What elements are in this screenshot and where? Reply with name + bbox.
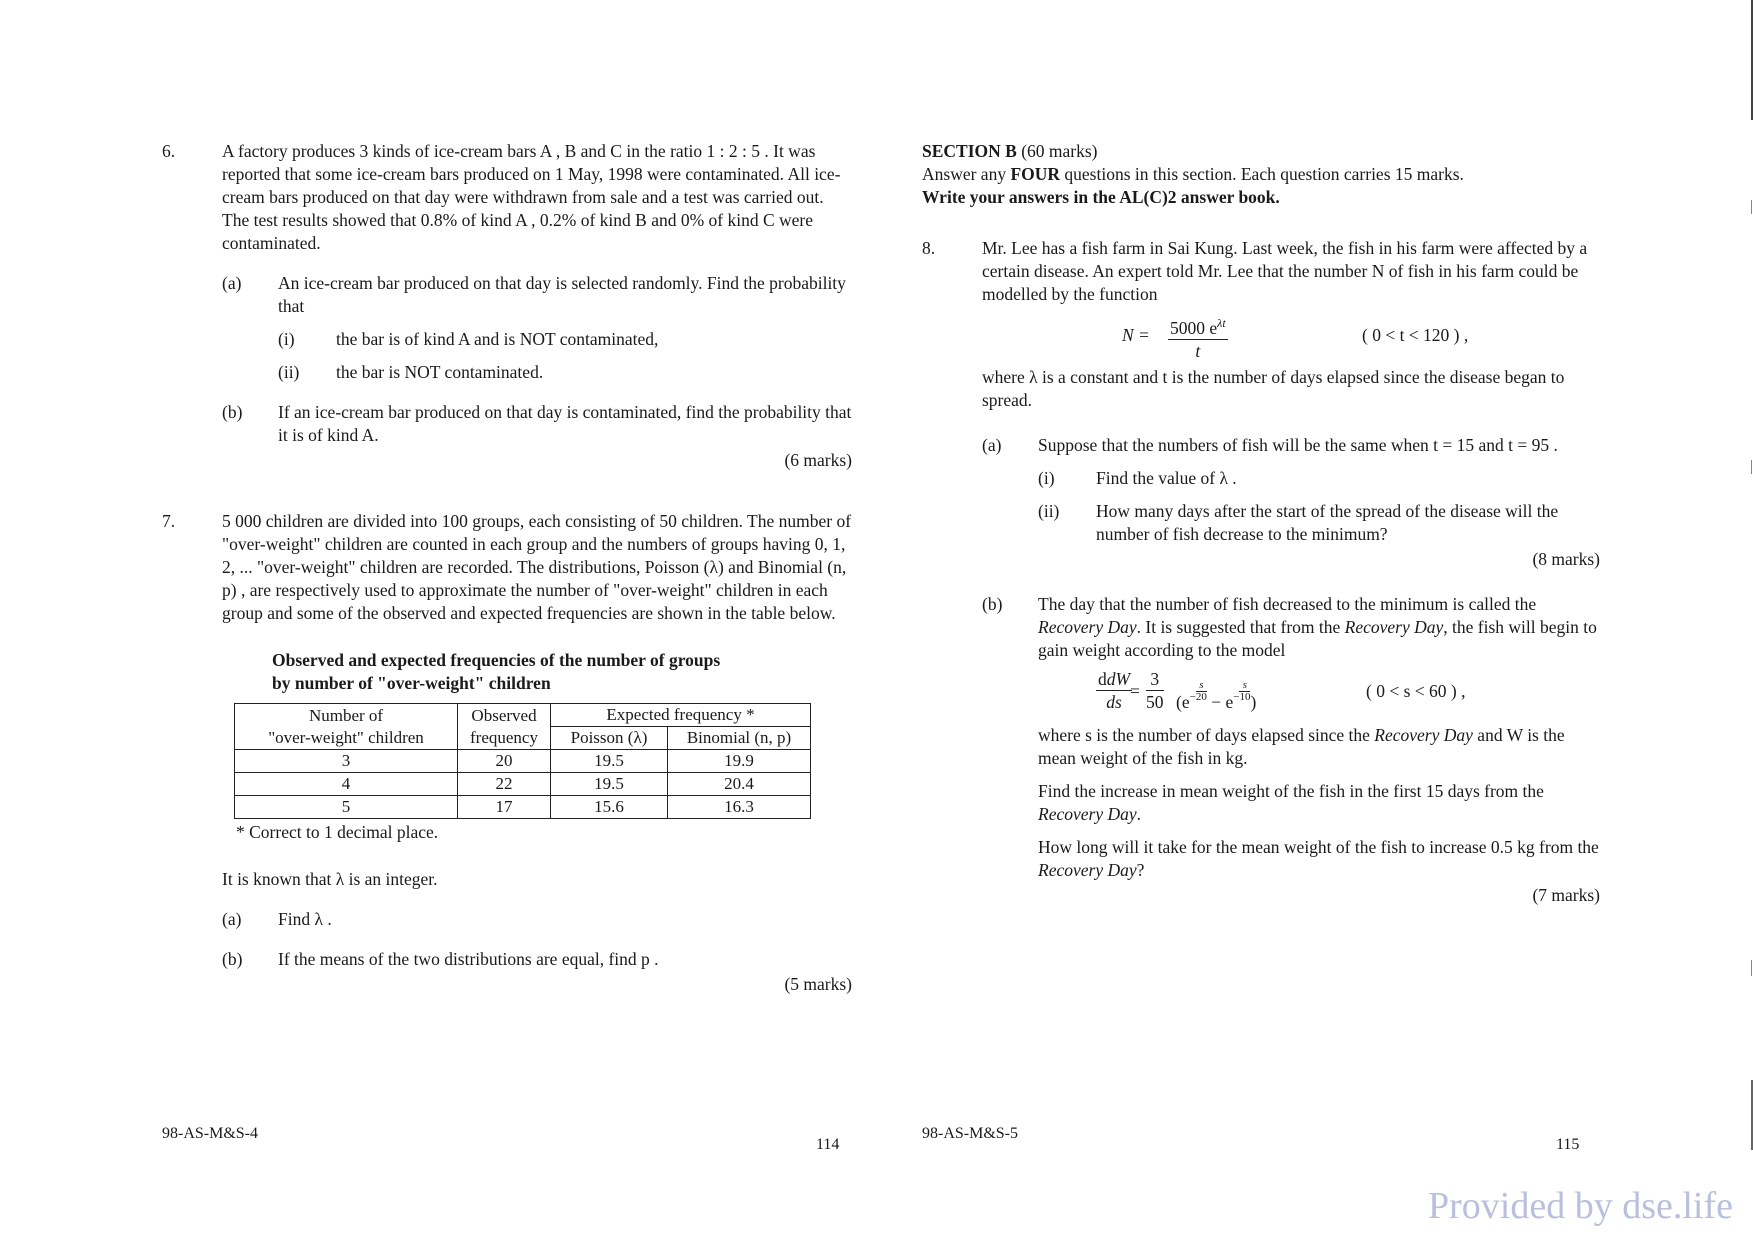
part-label: (b) bbox=[222, 949, 243, 969]
table-header-row bbox=[235, 704, 811, 727]
marks-label: (7 marks) bbox=[1532, 885, 1600, 905]
find-increase bbox=[1038, 780, 1600, 826]
section-answer-book bbox=[922, 186, 1600, 209]
question-number: 6. bbox=[162, 141, 176, 161]
exponent-denominator: 20 bbox=[1195, 691, 1207, 703]
section-title-line bbox=[922, 140, 1600, 163]
subpart-text: the bar is of kind A and is NOT contaminated, bbox=[336, 329, 659, 349]
text-run: The day that the number of fish decreased to the minimum is called the bbox=[1038, 594, 1537, 614]
subpart-text: the bar is NOT contaminated. bbox=[336, 362, 544, 382]
header-binomial: Binomial (n, p) bbox=[668, 727, 811, 750]
cell-number: 3 bbox=[235, 750, 458, 773]
subpart-i bbox=[278, 328, 852, 351]
where-statement-2 bbox=[1038, 724, 1600, 770]
header-observed bbox=[458, 704, 551, 750]
exponent-numerator: s bbox=[1196, 680, 1207, 692]
cell-binomial: 19.9 bbox=[668, 750, 811, 773]
exponent-2: − $\frac{s}{10}$ bbox=[1233, 679, 1251, 703]
exponent-numerator: s bbox=[1239, 680, 1250, 692]
instruction-text: questions in this section. Each question carries 15 marks. bbox=[1060, 164, 1464, 184]
cell-number: 5 bbox=[235, 796, 458, 819]
part-label: (a) bbox=[222, 909, 242, 929]
exponent-denominator: 10 bbox=[1239, 691, 1251, 703]
recovery-day-term: Recovery Day bbox=[1038, 804, 1137, 824]
part-a bbox=[982, 434, 1600, 571]
table-footnote: * Correct to 1 decimal place. bbox=[236, 822, 439, 842]
formula-close: ) bbox=[1250, 692, 1257, 712]
formula-domain: ( 0 < s < 60 ) , bbox=[1366, 681, 1466, 701]
instruction-emphasis: FOUR bbox=[1010, 164, 1061, 184]
formula-derivative: ddW ds bbox=[1098, 669, 1131, 712]
part-b bbox=[982, 593, 1600, 907]
section-title: SECTION B bbox=[922, 141, 1017, 161]
formula-domain: ( 0 < t < 120 ) , bbox=[1362, 325, 1469, 345]
part-b bbox=[222, 401, 852, 447]
part-label: (b) bbox=[222, 402, 243, 422]
question-7 bbox=[162, 510, 852, 996]
text-run: . It is suggested that from the bbox=[1136, 617, 1345, 637]
formula-coefficient bbox=[1146, 668, 1164, 713]
header-text: "over-weight" children bbox=[268, 727, 424, 747]
exponent-1: − $\frac{s}{20}$ bbox=[1189, 679, 1207, 703]
text-run: How long will it take for the mean weight of the fish to increase 0.5 kg from the bbox=[1038, 837, 1599, 857]
formula-exponent: λt bbox=[1217, 316, 1226, 330]
question-number: 8. bbox=[922, 238, 936, 258]
subpart-label: (ii) bbox=[1038, 501, 1060, 521]
cell-binomial: 16.3 bbox=[668, 796, 811, 819]
formula-lhs: N = bbox=[1122, 325, 1150, 345]
formula-open: (e bbox=[1176, 692, 1190, 712]
question-number: 7. bbox=[162, 511, 176, 531]
subpart-label: (i) bbox=[278, 329, 295, 349]
watermark: Provided by dse.life bbox=[1427, 1185, 1733, 1227]
recovery-day-term: Recovery Day bbox=[1374, 725, 1473, 745]
question-stem: 5 000 children are divided into 100 groups, each consisting of 50 children. The number of "over-weight" children are counted in each group and the numbers of groups having 0, 1, 2, ... "over-weight" children are recorded. The distributions, Poisson (λ) and Binomial (n, p) , are respectively used to approximate the number of "over-weight" children in each group and some of the observed and expected frequencies are shown in the table below. bbox=[222, 511, 852, 623]
subpart-i bbox=[1038, 467, 1600, 490]
part-text: If the means of the two distributions are equal, find p . bbox=[278, 949, 659, 969]
table-caption-line: Observed and expected frequencies of the number of groups bbox=[272, 650, 721, 670]
formula-numerator: 5000 e bbox=[1170, 318, 1218, 338]
cell-observed: 22 bbox=[458, 773, 551, 796]
table-caption bbox=[272, 649, 852, 695]
how-long bbox=[1038, 836, 1600, 882]
table-row bbox=[235, 773, 811, 796]
text-run: where s is the number of days elapsed since the bbox=[1038, 725, 1375, 745]
formula-minus: − e bbox=[1211, 692, 1234, 712]
formula-dw-ds bbox=[1038, 668, 1600, 718]
part-label: (b) bbox=[982, 594, 1003, 614]
part-text: Suppose that the numbers of fish will be the same when t = 15 and t = 95 . bbox=[1038, 435, 1558, 455]
formula-n bbox=[982, 312, 1600, 360]
table-row bbox=[235, 796, 811, 819]
marks-label: (5 marks) bbox=[784, 974, 852, 994]
right-column bbox=[922, 140, 1600, 907]
subpart-label: (i) bbox=[1038, 468, 1055, 488]
cell-binomial: 20.4 bbox=[668, 773, 811, 796]
header-text: Observed bbox=[471, 705, 537, 725]
part-text bbox=[1038, 593, 1600, 662]
header-text: frequency bbox=[470, 727, 538, 747]
part-text: Find λ . bbox=[278, 909, 332, 929]
table-caption-line: by number of "over-weight" children bbox=[272, 673, 551, 693]
formula-equals: = bbox=[1130, 681, 1140, 701]
cell-observed: 20 bbox=[458, 750, 551, 773]
recovery-day-term: Recovery Day bbox=[1038, 860, 1137, 880]
footer-left-code: 98-AS-M&S-4 bbox=[162, 1125, 259, 1142]
table-row bbox=[235, 750, 811, 773]
question-6 bbox=[162, 140, 852, 472]
subpart-text: How many days after the start of the spread of the disease will the number of fish decrease to the minimum? bbox=[1096, 501, 1559, 544]
cell-poisson: 15.6 bbox=[551, 796, 668, 819]
part-a bbox=[222, 908, 852, 931]
recovery-day-term: Recovery Day bbox=[1038, 617, 1137, 637]
section-instructions bbox=[922, 163, 1600, 186]
header-text: Number of bbox=[308, 705, 384, 725]
text-run: and W is the mean weight of the fish in kg. bbox=[1038, 725, 1565, 768]
frequency-table bbox=[234, 703, 811, 819]
coefficient-numerator: 3 bbox=[1146, 668, 1164, 691]
text-run: Find the increase in mean weight of the fish in the first 15 days from the bbox=[1038, 781, 1544, 801]
question-8 bbox=[922, 237, 1600, 907]
header-expected: Expected frequency * bbox=[551, 704, 811, 727]
text-run: ? bbox=[1136, 860, 1145, 880]
part-label: (a) bbox=[222, 273, 242, 293]
text-run: . bbox=[1136, 804, 1141, 824]
footer-right-page: 115 bbox=[1556, 1136, 1580, 1153]
derivative-denominator: ds bbox=[1106, 692, 1122, 712]
where-statement: where λ is a constant and t is the number of days elapsed since the disease began to spread. bbox=[982, 367, 1565, 410]
footer-right-code: 98-AS-M&S-5 bbox=[922, 1125, 1019, 1142]
formula-denominator: t bbox=[1195, 341, 1201, 361]
text-run: , the fish will begin to gain weight according to the model bbox=[1038, 617, 1597, 660]
question-stem: A factory produces 3 kinds of ice-cream bars A , B and C in the ratio 1 : 2 : 5 . It was reported that some ice-cream bars produced on 1 May, 1998 were contaminated. All ice-cream bars produced on that day were withdrawn from sale and a test was carried out. The test results showed that 0.8% of kind A , 0.2% of kind B and 0% of kind C were contaminated. bbox=[222, 141, 841, 253]
cell-observed: 17 bbox=[458, 796, 551, 819]
header-number bbox=[235, 704, 458, 750]
part-b bbox=[222, 948, 852, 971]
coefficient-denominator: 50 bbox=[1146, 692, 1164, 712]
subpart-label: (ii) bbox=[278, 362, 300, 382]
part-a bbox=[222, 272, 852, 384]
recovery-day-term: Recovery Day bbox=[1344, 617, 1444, 637]
question-stem: Mr. Lee has a fish farm in Sai Kung. Last week, the fish in his farm were affected by a certain disease. An expert told Mr. Lee that the number N of fish in his farm could be modelled by the function bbox=[982, 238, 1588, 304]
footer-left-page: 114 bbox=[816, 1136, 840, 1153]
part-text: An ice-cream bar produced on that day is selected randomly. Find the probability that bbox=[278, 273, 846, 316]
part-text: If an ice-cream bar produced on that day is contaminated, find the probability that it is of kind A. bbox=[278, 402, 852, 445]
left-column bbox=[162, 140, 852, 996]
cell-poisson: 19.5 bbox=[551, 773, 668, 796]
marks-label: (8 marks) bbox=[1532, 549, 1600, 569]
section-marks: (60 marks) bbox=[1021, 141, 1098, 161]
subpart-ii bbox=[1038, 500, 1600, 546]
section-b-header bbox=[922, 140, 1600, 209]
header-poisson: Poisson (λ) bbox=[551, 727, 668, 750]
subpart-text: Find the value of λ . bbox=[1096, 468, 1237, 488]
marks-label: (6 marks) bbox=[784, 450, 852, 470]
known-statement: It is known that λ is an integer. bbox=[222, 869, 438, 889]
derivative-numerator: dW bbox=[1106, 669, 1131, 689]
part-label: (a) bbox=[982, 435, 1002, 455]
answer-book-text: Write your answers in the AL(C)2 answer book. bbox=[922, 187, 1280, 207]
formula-body bbox=[1176, 680, 1256, 714]
cell-poisson: 19.5 bbox=[551, 750, 668, 773]
instruction-text: Answer any bbox=[922, 164, 1011, 184]
subpart-ii bbox=[278, 361, 852, 384]
formula-fraction bbox=[1168, 312, 1228, 362]
cell-number: 4 bbox=[235, 773, 458, 796]
